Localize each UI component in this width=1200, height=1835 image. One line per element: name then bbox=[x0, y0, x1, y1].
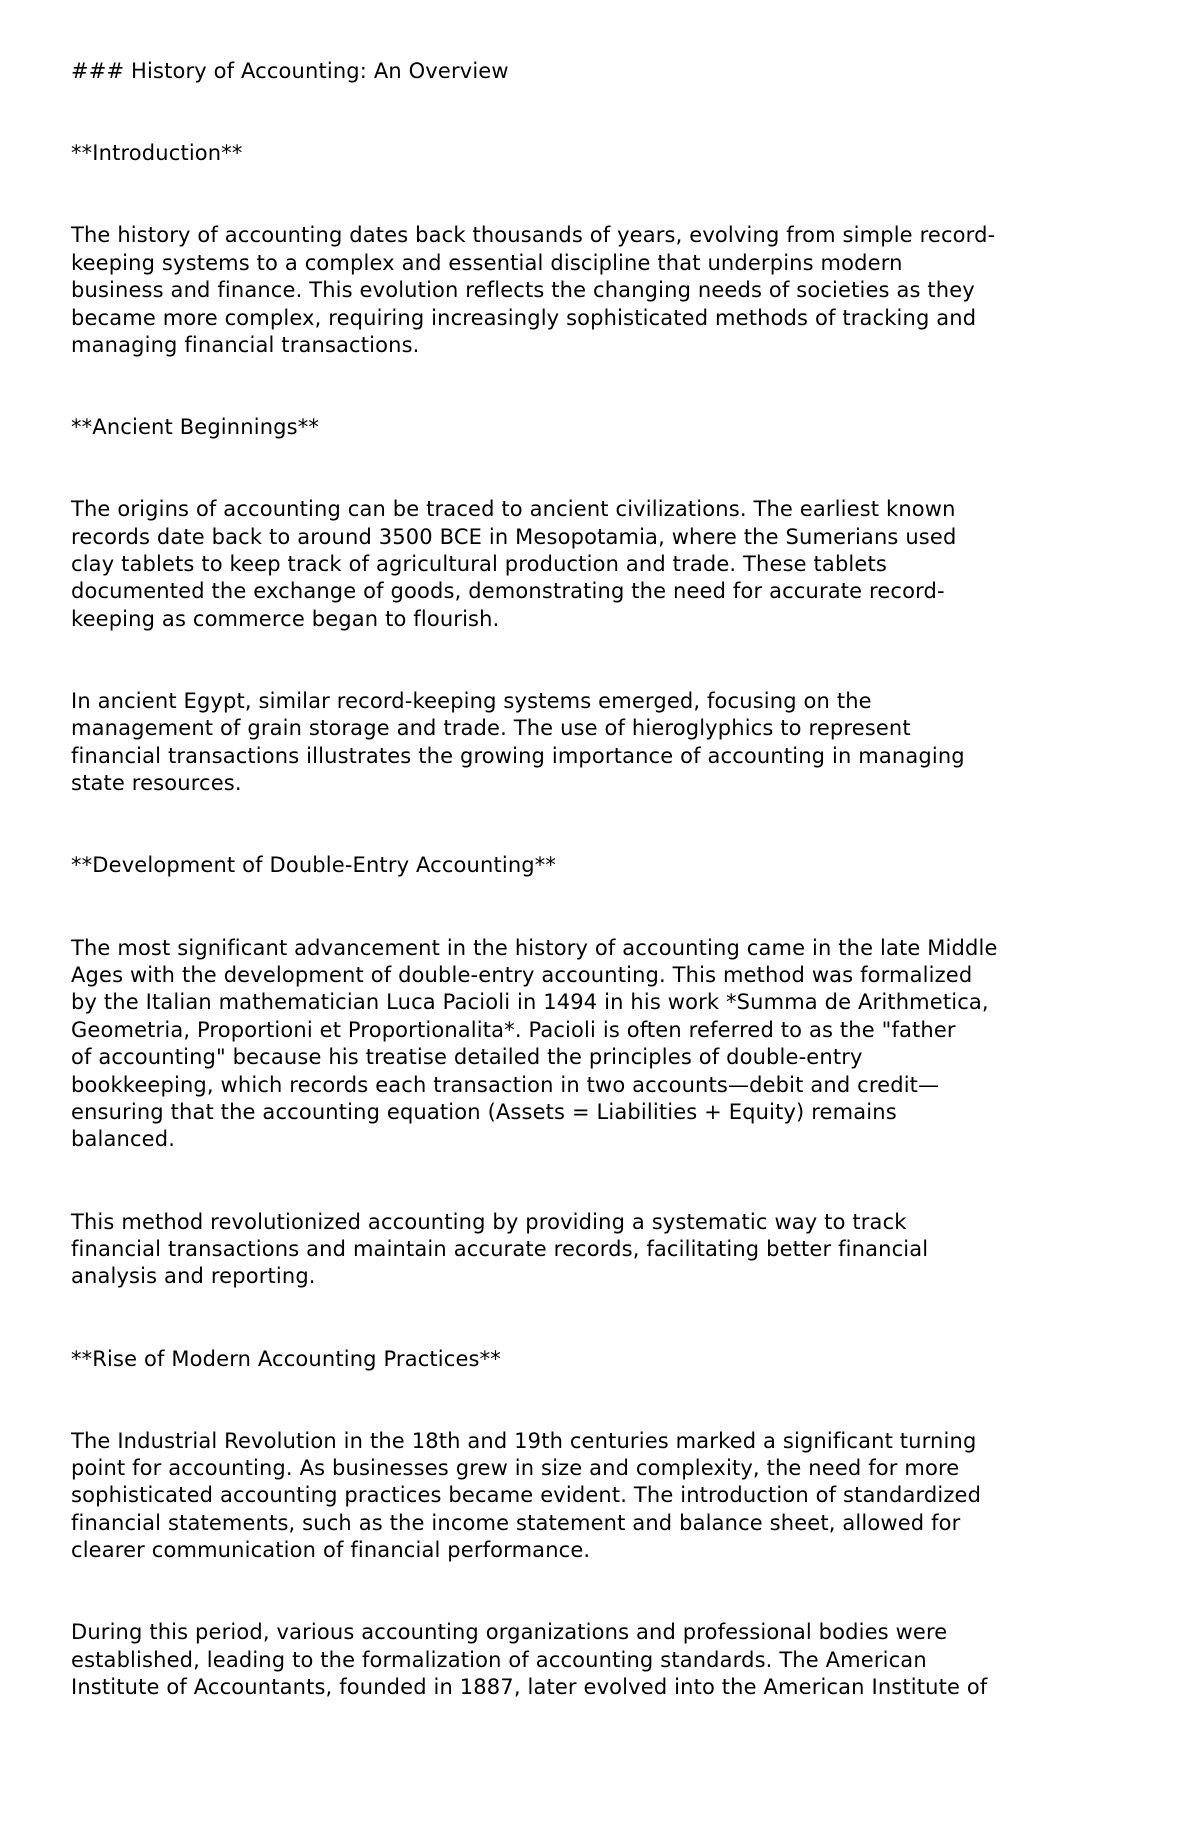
section-heading-double-entry: **Development of Double-Entry Accounting** bbox=[71, 853, 557, 878]
text-line: This method revolutionized accounting by providing a systematic way to track bbox=[71, 1209, 907, 1234]
paragraph-ancient-beginnings-2 bbox=[71, 688, 1141, 798]
section-heading-modern-practices: **Rise of Modern Accounting Practices** bbox=[71, 1346, 501, 1371]
document-title: ### History of Accounting: An Overview bbox=[71, 59, 509, 83]
text-line: bookkeeping, which records each transaction in two accounts—debit and credit— bbox=[71, 1072, 940, 1097]
text-line: state resources. bbox=[71, 771, 242, 796]
text-line: clay tablets to keep track of agricultural production and trade. These tablets bbox=[71, 552, 887, 577]
text-line: of accounting" because his treatise detailed the principles of double-entry bbox=[71, 1045, 863, 1070]
text-line: In ancient Egypt, similar record-keeping systems emerged, focusing on the bbox=[71, 689, 872, 714]
text-line: ensuring that the accounting equation (Assets = Liabilities + Equity) remains bbox=[71, 1099, 897, 1124]
text-line: analysis and reporting. bbox=[71, 1264, 316, 1289]
text-line: Geometria, Proportioni et Proportionalita*. Pacioli is often referred to as the "father bbox=[71, 1017, 956, 1042]
text-line: established, leading to the formalization of accounting standards. The American bbox=[71, 1647, 927, 1672]
paragraph-double-entry-2 bbox=[71, 1209, 1141, 1291]
text-line: financial statements, such as the income statement and balance sheet, allowed for bbox=[71, 1510, 961, 1535]
text-line: management of grain storage and trade. The use of hieroglyphics to represent bbox=[71, 716, 911, 741]
paragraph-modern-practices-1 bbox=[71, 1428, 1141, 1565]
text-line: balanced. bbox=[71, 1127, 176, 1152]
text-line: During this period, various accounting organizations and professional bodies were bbox=[71, 1620, 948, 1645]
text-line: Ages with the development of double-entry accounting. This method was formalized bbox=[71, 963, 973, 987]
text-line: financial transactions illustrates the growing importance of accounting in managing bbox=[71, 743, 965, 768]
text-line: clearer communication of financial performance. bbox=[71, 1538, 591, 1563]
section-heading-ancient-beginnings: **Ancient Beginnings** bbox=[71, 415, 320, 440]
paragraph-modern-practices-2 bbox=[71, 1619, 1141, 1701]
text-line: Institute of Accountants, founded in 1887, later evolved into the American Institute of bbox=[71, 1675, 988, 1700]
section-heading-introduction: **Introduction** bbox=[71, 141, 243, 166]
text-line: sophisticated accounting practices became evident. The introduction of standardized bbox=[71, 1483, 982, 1508]
text-line: The Industrial Revolution in the 18th and 19th centuries marked a significant turning bbox=[71, 1428, 977, 1453]
text-line: The most significant advancement in the history of accounting came in the late Middle bbox=[71, 935, 998, 960]
text-line: keeping as commerce began to flourish. bbox=[71, 606, 500, 631]
document-page bbox=[71, 58, 1141, 1702]
text-line: managing financial transactions. bbox=[71, 332, 420, 357]
paragraph-ancient-beginnings-1 bbox=[71, 496, 1141, 633]
text-line: financial transactions and maintain accurate records, facilitating better financial bbox=[71, 1236, 929, 1261]
paragraph-introduction-1 bbox=[71, 222, 1141, 359]
text-line: records date back to around 3500 BCE in Mesopotamia, where the Sumerians used bbox=[71, 524, 957, 549]
text-line: The origins of accounting can be traced to ancient civilizations. The earliest known bbox=[71, 497, 956, 522]
text-line: by the Italian mathematician Luca Pacioli in 1494 in his work *Summa de Arithmetica, bbox=[71, 990, 989, 1015]
text-line: documented the exchange of goods, demonstrating the need for accurate record- bbox=[71, 579, 945, 604]
text-line: business and finance. This evolution reflects the changing needs of societies as they bbox=[71, 278, 975, 303]
paragraph-double-entry-1 bbox=[71, 935, 1141, 1154]
text-line: keeping systems to a complex and essential discipline that underpins modern bbox=[71, 250, 903, 275]
text-line: The history of accounting dates back thousands of years, evolving from simple record- bbox=[71, 223, 996, 248]
text-line: became more complex, requiring increasingly sophisticated methods of tracking and bbox=[71, 305, 977, 330]
text-line: point for accounting. As businesses grew in size and complexity, the need for more bbox=[71, 1456, 960, 1481]
